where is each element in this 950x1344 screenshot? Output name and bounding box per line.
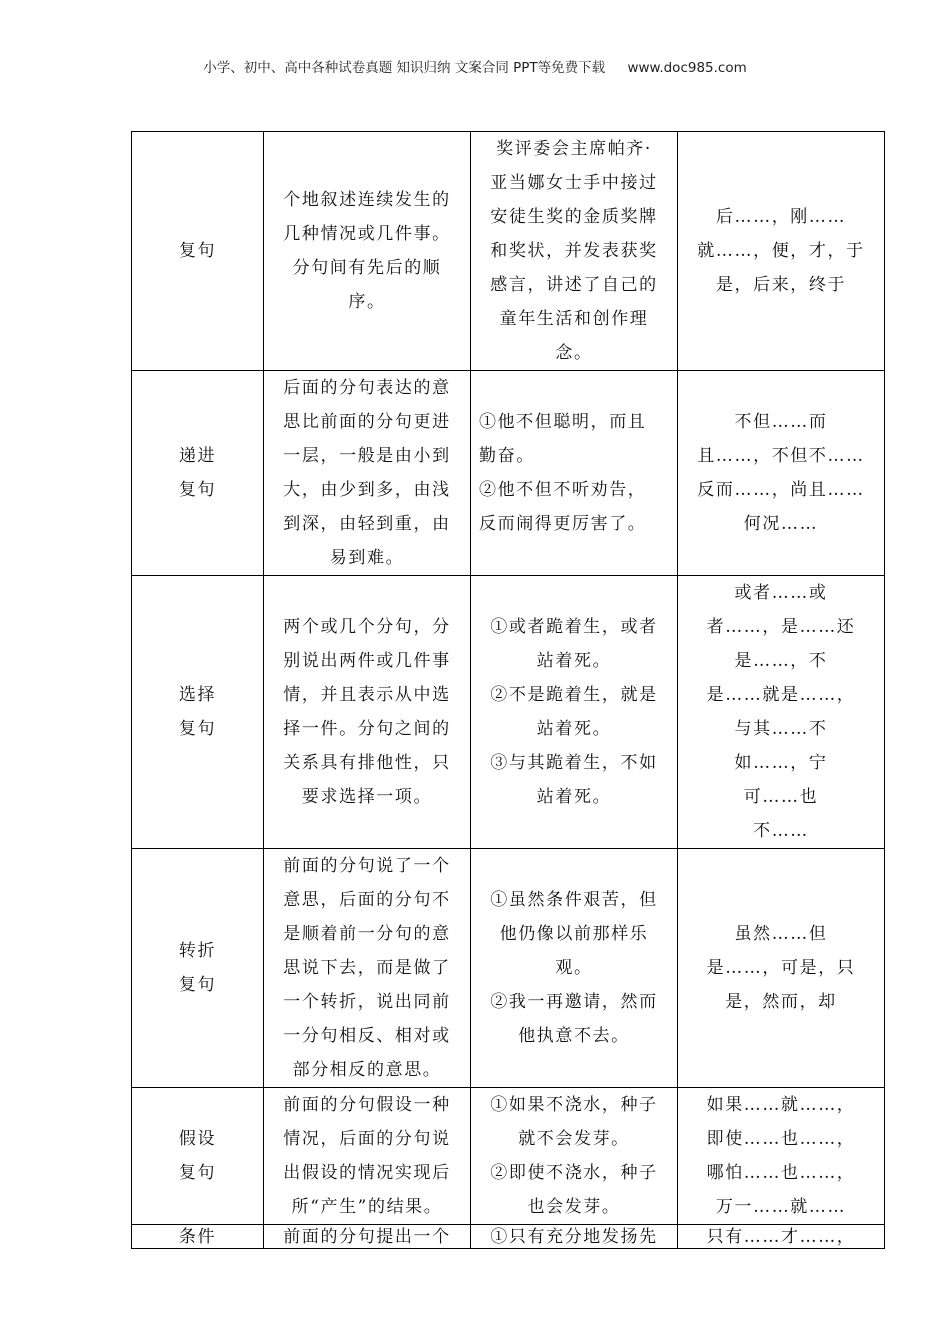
definition: 前面的分句假设一种 情况，后面的分句说 出假设的情况实现后 所“产生”的结果。: [283, 1095, 451, 1217]
row-definition-cell: [264, 371, 471, 576]
table-row: [132, 1088, 885, 1225]
row-definition-cell: [264, 1088, 471, 1225]
table-row: [132, 371, 885, 576]
row-type-cell: [132, 849, 264, 1088]
conjunctions: 后……，刚…… 就……，便，才，于 是，后来，终于: [697, 207, 865, 295]
row-type-cell: [132, 371, 264, 576]
definition: 后面的分句表达的意 思比前面的分句更进 一层，一般是由小到 大，由少到多，由浅 到深，由轻到重，由 易到难。: [283, 378, 451, 568]
row-examples-cell: [471, 849, 678, 1088]
row-examples-cell: [471, 371, 678, 576]
row-examples-cell: [471, 576, 678, 849]
row-definition-cell: [264, 576, 471, 849]
examples: ①只有充分地发扬先: [490, 1226, 658, 1247]
sentence-type: 选择 复句: [178, 685, 217, 739]
header-url[interactable]: www.doc985.com: [627, 60, 747, 76]
row-definition-cell: [264, 132, 471, 371]
row-examples-cell: [471, 1225, 678, 1249]
conjunctions: 或者……或 者……，是……还 是……，不 是……就是……， 与其……不 如……，宁 可……也 不……: [706, 583, 856, 841]
page-header: [0, 56, 950, 76]
conjunctions: 虽然……但 是……，可是，只 是，然而，却: [706, 924, 856, 1012]
row-conjunctions-cell: [678, 371, 885, 576]
row-examples-cell: [471, 1088, 678, 1225]
sentence-type: 递进 复句: [178, 446, 217, 500]
examples: ①他不但聪明，而且 勤奋。 ②他不但不听劝告， 反而闹得更厉害了。: [479, 412, 647, 534]
row-conjunctions-cell: [678, 132, 885, 371]
definition: 前面的分句说了一个 意思，后面的分句不 是顺着前一分句的意 思说下去，而是做了 一个转折，说出同前 一分句相反、相对或 部分相反的意思。: [283, 856, 451, 1080]
row-examples-cell: [471, 132, 678, 371]
table-row: [132, 849, 885, 1088]
row-type-cell: [132, 576, 264, 849]
table-row: [132, 576, 885, 849]
header-text: 小学、初中、高中各种试卷真题 知识归纳 文案合同 PPT等免费下载: [203, 60, 606, 76]
examples: ①虽然条件艰苦，但 他仍像以前那样乐 观。 ②我一再邀请，然而 他执意不去。: [490, 890, 658, 1046]
definition: 两个或几个分句，分 别说出两件或几件事 情，并且表示从中选 择一件。分句之间的 关系具有排他性，只 要求选择一项。: [283, 617, 451, 807]
sentence-type: 复句: [178, 241, 217, 261]
examples: 奖评委会主席帕齐· 亚当娜女士手中接过 安徒生奖的金质奖牌 和奖状，并发表获奖 感言，讲述了自己的 童年生活和创作理 念。: [490, 139, 658, 363]
row-conjunctions-cell: [678, 1088, 885, 1225]
conjunctions: 不但……而 且……，不但不…… 反而……，尚且…… 何况……: [697, 412, 865, 534]
row-definition-cell: [264, 1225, 471, 1249]
row-conjunctions-cell: [678, 849, 885, 1088]
row-conjunctions-cell: [678, 576, 885, 849]
sentence-type: 假设 复句: [178, 1129, 217, 1183]
conjunctions: 如果……就……， 即使……也……， 哪怕……也……， 万一……就……: [706, 1095, 856, 1217]
table-row: [132, 132, 885, 371]
row-type-cell: [132, 1088, 264, 1225]
definition: 个地叙述连续发生的 几种情况或几件事。 分句间有先后的顺 序。: [283, 190, 451, 312]
row-conjunctions-cell: [678, 1225, 885, 1249]
row-type-cell: [132, 1225, 264, 1249]
row-type-cell: [132, 132, 264, 371]
row-definition-cell: [264, 849, 471, 1088]
examples: ①如果不浇水，种子 就不会发芽。 ②即使不浇水，种子 也会发芽。: [490, 1095, 658, 1217]
sentence-type: 条件: [178, 1226, 217, 1247]
table-row: [132, 1225, 885, 1249]
sentence-type: 转折 复句: [178, 941, 217, 995]
examples: ①或者跪着生，或者 站着死。 ②不是跪着生，就是 站着死。 ③与其跪着生，不如 站着死。: [490, 617, 658, 807]
conjunctions: 只有……才……，: [706, 1226, 856, 1247]
compound-sentence-table: [131, 131, 885, 1249]
definition: 前面的分句提出一个: [283, 1226, 451, 1247]
